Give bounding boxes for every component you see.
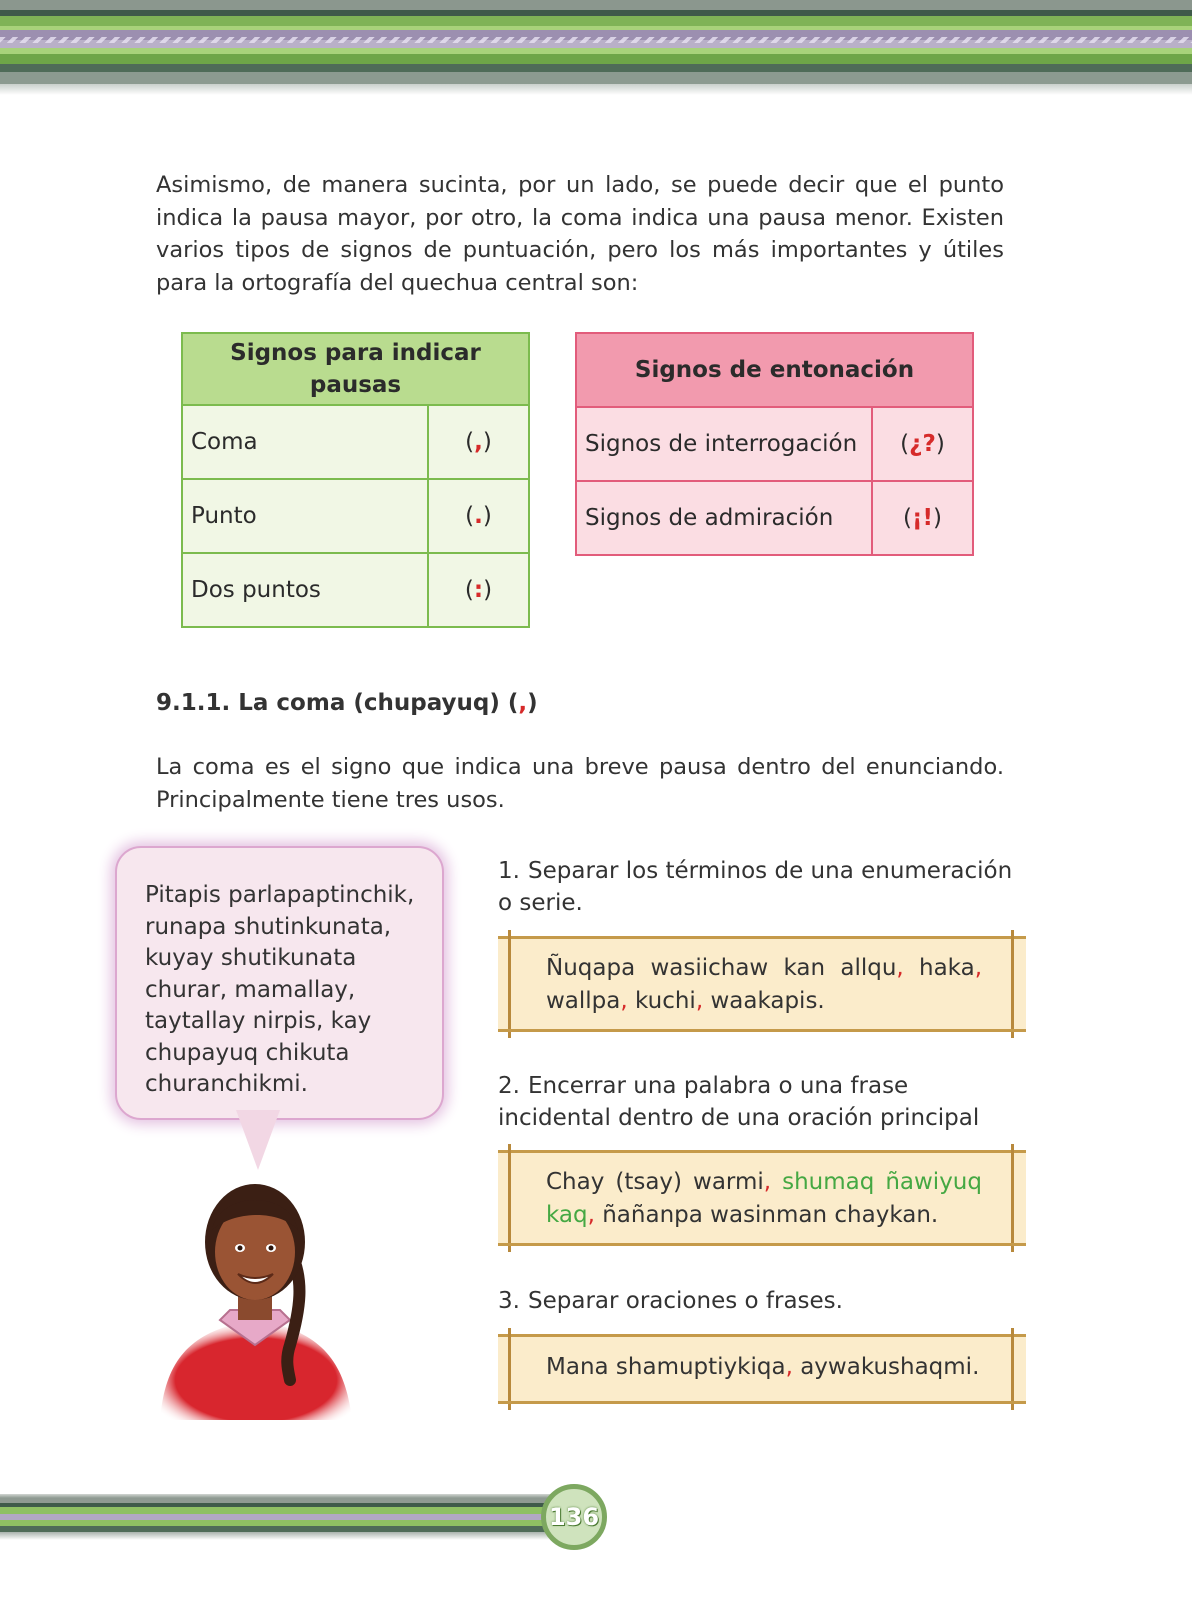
table-row	[182, 479, 529, 553]
list-item: 2. Encerrar una palabra o una frase incidental dentro de una oración principal	[498, 1073, 980, 1131]
example-box	[498, 936, 1026, 1032]
table-row	[182, 405, 529, 479]
intro-paragraph: Asimismo, de manera sucinta, por un lado, se puede decir que el punto indica la pausa mayor, por otro, la coma indica una pausa menor. Existen varios tipos de signos de puntuación, pero los más importantes y útiles para la ortografía del quechua central son:	[156, 172, 1004, 296]
example-text: Chay (tsay) warmi, shumaq ñawiyuq kaq, ñañanpa wasinman chaykan.	[546, 1169, 982, 1228]
example-box	[498, 1334, 1026, 1404]
sign-name: Dos puntos	[182, 553, 428, 627]
sign-symbol: (:)	[428, 553, 529, 627]
section-heading: 9.1.1. La coma (chupayuq) (,)	[156, 690, 538, 716]
pause-table-header: Signos para indicar pausas	[182, 333, 529, 405]
girl-illustration-icon	[140, 1170, 370, 1420]
pause-signs-table	[181, 332, 530, 628]
sign-symbol: (.)	[428, 479, 529, 553]
sign-symbol: (¡!)	[872, 481, 973, 555]
sign-name: Punto	[182, 479, 428, 553]
list-item: 1. Separar los términos de una enumeración o serie.	[498, 858, 1013, 916]
list-item: 3. Separar oraciones o frases.	[498, 1288, 843, 1314]
sign-symbol: (,)	[428, 405, 529, 479]
speech-bubble-text: Pitapis parlapaptinchik, runapa shutinkunata, kuyay shutikunata churar, mamallay, taytallay nirpis, kay chupayuq chikuta churanchikmi.	[145, 882, 415, 1097]
sign-name: Coma	[182, 405, 428, 479]
page-number: 136	[548, 1503, 600, 1531]
table-row	[182, 553, 529, 627]
sign-name: Signos de interrogación	[576, 407, 872, 481]
page-number-badge	[541, 1484, 607, 1550]
top-decorative-band	[0, 0, 1192, 95]
tone-table-header: Signos de entonación	[576, 333, 973, 407]
bottom-decorative-band	[0, 1494, 560, 1540]
speech-bubble-tail	[236, 1110, 280, 1170]
sign-name: Signos de admiración	[576, 481, 872, 555]
intonation-signs-table	[575, 332, 974, 556]
example-text: Mana shamuptiykiqa, aywakushaqmi.	[546, 1354, 980, 1380]
table-row	[576, 481, 973, 555]
example-text: Ñuqapa wasiichaw kan allqu, haka, wallpa, kuchi, waakapis.	[546, 955, 982, 1014]
sign-symbol: (¿?)	[872, 407, 973, 481]
section-intro-paragraph: La coma es el signo que indica una breve pausa dentro del enunciando. Principalmente tiene tres usos.	[156, 754, 1004, 813]
example-box	[498, 1150, 1026, 1246]
table-row	[576, 407, 973, 481]
